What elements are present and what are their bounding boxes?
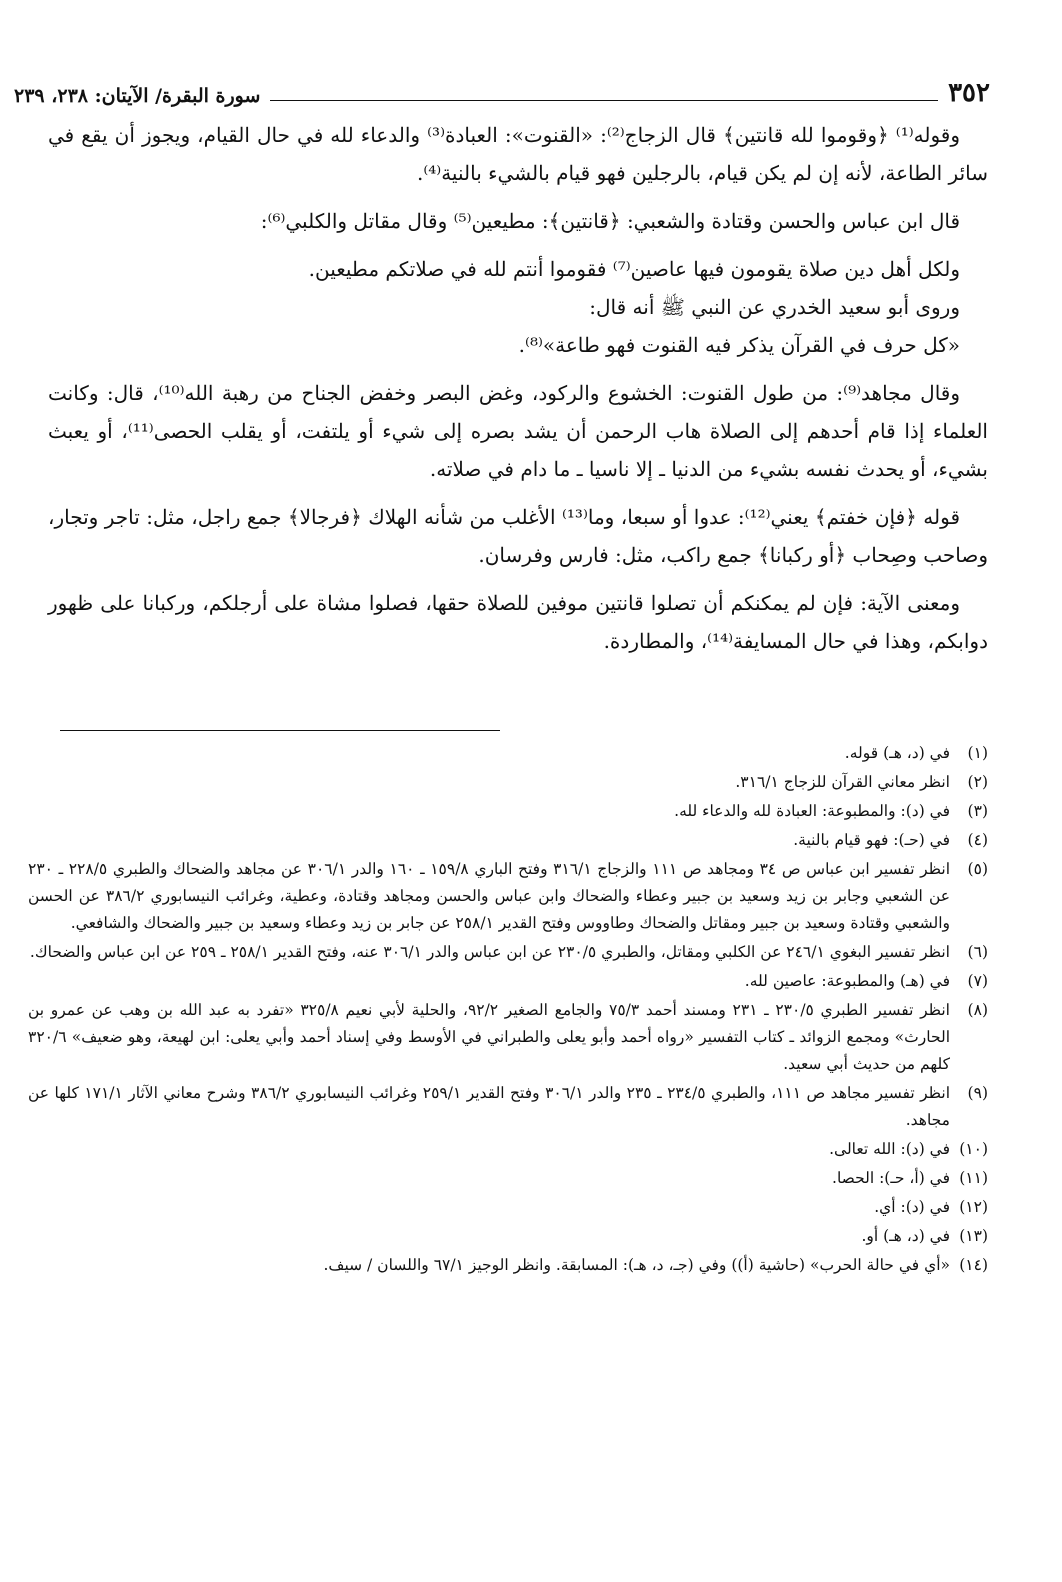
running-title: سورة البقرة/ الآيتان: ٢٣٨، ٢٣٩	[14, 85, 261, 107]
paragraph-fa-in-khiftum: قوله ﴿فإن خفتم﴾ يعني⁽¹²⁾: عدوا أو سبعا، وما⁽¹³⁾ الأغلب من شأنه الهلاك ﴿فرجالا﴾ جمع راجل، مثل: تاجر وتجار، وصاحب وصِحاب ﴿أو ركبانا﴾ جمع راكب، مثل: فارس وفرسان.	[48, 505, 988, 567]
footnote-item	[28, 1080, 988, 1134]
footnote-item	[28, 1194, 988, 1221]
paragraph-hadith: «كل حرف في القرآن يذكر فيه القنوت فهو طاعة»⁽⁸⁾.	[518, 333, 960, 357]
footnote-text: «أي في حالة الحرب» (حاشية (أ)) وفي (جـ، د، هـ): المسابقة. وانظر الوجيز ٦٧/١ واللسان / سيف.	[323, 1256, 950, 1274]
page-header	[14, 70, 990, 106]
footnote-text: في (د، هـ) قوله.	[844, 744, 950, 762]
footnote-text: انظر تفسير الطبري ٢٣٠/٥ ـ ٢٣١ ومسند أحمد ٧٥/٣ والجامع الصغير ٩٢/٢، والحلية لأبي نعيم ٣٢٥/٨ «تفرد به عبد الله بن وهب عن عمرو بن الحارث» ومجمع الزوائد ـ كتاب التفسير «رواه أحمد وأبو يعلى والطبراني في الأوسط وفي إسناد أحمد وأبي يعلى: ابن لهيعة، وهو ضعيف» ٣٢٠/٦ كلهم من حديث أبي سعيد.	[28, 1001, 950, 1073]
paragraph-ibn-abbas: قال ابن عباس والحسن وقتادة والشعبي: ﴿قانتين﴾: مطيعين⁽⁵⁾ وقال مقاتل والكلبي⁽⁶⁾:	[260, 209, 960, 233]
footnote-text: في (هـ) والمطبوعة: عاصين لله.	[744, 972, 950, 990]
footnote-number: (٤)	[967, 831, 988, 849]
footnote-number: (٦)	[967, 943, 988, 961]
footnotes	[28, 740, 988, 1281]
footnote-text: في (د): والمطبوعة: العبادة لله والدعاء لله.	[674, 802, 950, 820]
footnote-text: انظر تفسير ابن عباس ص ٣٤ ومجاهد ص ١١١ والزجاج ٣١٦/١ وفتح الباري ١٥٩/٨ ـ ١٦٠ والدر ٣٠٦/١ عن مجاهد والضحاك والطبري ٢٢٨/٥ ـ ٢٣٠ عن الشعبي وجابر بن زيد وسعيد بن جبير وعطاء والضحاك وابن عباس والحسن ومجاهد وقتادة، وعطية، وغرائب النيسابوري ٣٨٦/٢ عن الحسن والشعبي وقتادة وسعيد بن جبير ومقاتل والضحاك وطاووس وفتح القدير ٢٥٨/١ عن جابر بن زيد وعطاء وسعيد بن جبير والضحاك والشافعي.	[28, 860, 951, 932]
footnote-item	[28, 740, 988, 767]
footnote-number: (١)	[967, 744, 988, 762]
footnote-text: انظر تفسير مجاهد ص ١١١، والطبري ٢٣٤/٥ ـ ٢٣٥ والدر ٣٠٦/١ وفتح القدير ٢٥٩/١ وغرائب النيسابوري ٣٨٦/٢ وشرح معاني الآثار ١٧١/١ كلها عن مجاهد.	[28, 1084, 951, 1129]
footnote-item	[28, 968, 988, 995]
footnote-item	[28, 1223, 988, 1250]
footnote-number: (١١)	[959, 1169, 988, 1187]
footnote-text: في (د): أي.	[874, 1198, 950, 1216]
footnote-item	[28, 997, 988, 1078]
footnote-number: (٩)	[967, 1084, 988, 1102]
footnote-number: (٧)	[967, 972, 988, 990]
footnote-item	[28, 827, 988, 854]
footnote-item	[28, 1136, 988, 1163]
footnote-item	[28, 939, 988, 966]
footnote-text: في (د، هـ) أو.	[861, 1227, 950, 1245]
paragraph-muqatil-quote: ولكل أهل دين صلاة يقومون فيها عاصين⁽⁷⁾ فقوموا أنتم لله في صلاتكم مطيعين.	[308, 257, 960, 281]
footnote-item	[28, 769, 988, 796]
footnote-text: في (د): الله تعالى.	[829, 1140, 950, 1158]
footnote-text: في (حـ): فهو قيام بالنية.	[793, 831, 950, 849]
paragraph-mujahid: وقال مجاهد⁽⁹⁾: من طول القنوت: الخشوع والركود، وغض البصر وخفض الجناح من رهبة الله⁽¹⁰⁾، قال: وكانت العلماء إذا قام أحدهم إلى الصلاة هاب الرحمن أن يشد بصره إلى شيء أو يلتفت، أو يقلب الحصى⁽¹¹⁾، أو يعبث بشيء، أو يحدث نفسه بشيء من الدنيا ـ إلا ناسيا ـ ما دام في صلاته.	[48, 381, 988, 481]
footnote-number: (١٠)	[959, 1140, 988, 1158]
page-number: ٣٥٢	[948, 78, 990, 108]
footnote-number: (٨)	[967, 1001, 988, 1019]
footnote-number: (٥)	[967, 860, 988, 878]
main-text	[48, 116, 988, 670]
footnote-text: انظر معاني القرآن للزجاج ٣١٦/١.	[735, 773, 950, 791]
footnote-item	[28, 1252, 988, 1279]
footnote-item	[28, 1165, 988, 1192]
footnote-item	[28, 798, 988, 825]
header-rule	[270, 100, 938, 101]
footnote-number: (١٢)	[959, 1198, 988, 1216]
paragraph-meaning: ومعنى الآية: فإن لم يمكنكم أن تصلوا قانتين موفين للصلاة حقها، فصلوا مشاة على أرجلكم، وركبانا على ظهور دوابكم، وهذا في حال المسايفة⁽¹⁴⁾، والمطاردة.	[48, 591, 988, 653]
paragraph-abu-said: وروى أبو سعيد الخدري عن النبي ﷺ أنه قال:	[589, 295, 960, 319]
footnote-number: (١٤)	[959, 1256, 988, 1274]
footnote-item	[28, 856, 988, 937]
footnote-text: انظر تفسير البغوي ٢٤٦/١ عن الكلبي ومقاتل، والطبري ٢٣٠/٥ عن ابن عباس والدر ٣٠٦/١ عنه، وفتح القدير ٢٥٨/١ ـ ٢٥٩ عن ابن عباس والضحاك.	[29, 943, 950, 961]
paragraph-qunut-definition: وقوله⁽¹⁾ ﴿وقوموا لله قانتين﴾ قال الزجاج⁽²⁾: «القنوت»: العبادة⁽³⁾ والدعاء لله في حال القيام، ويجوز أن يقع في سائر الطاعة، لأنه إن لم يكن قيام، بالرجلين فهو قيام بالشيء بالنية⁽⁴⁾.	[48, 123, 988, 185]
footnote-number: (٢)	[967, 773, 988, 791]
footnote-number: (١٣)	[959, 1227, 988, 1245]
footnote-number: (٣)	[967, 802, 988, 820]
footnote-separator	[60, 730, 500, 731]
footnote-text: في (أ، حـ): الحصا.	[832, 1169, 950, 1187]
